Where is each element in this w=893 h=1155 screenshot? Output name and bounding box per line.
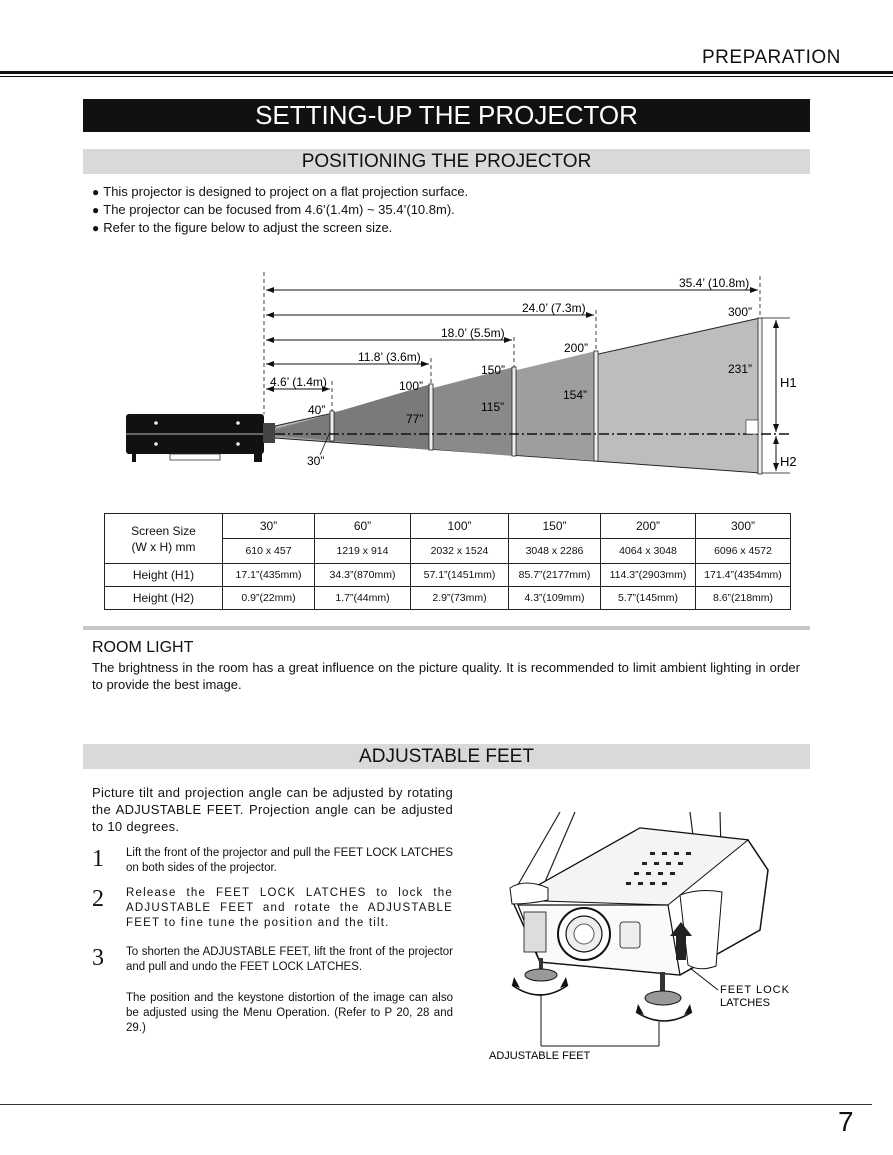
room-light-title: ROOM LIGHT	[92, 639, 194, 656]
screen-150	[512, 367, 516, 456]
h1-row-label: Height (H1)	[105, 564, 223, 587]
projector-side-icon	[126, 414, 275, 462]
page-number: 7	[838, 1106, 854, 1137]
table-cell: 2032 x 1524	[411, 539, 509, 564]
distance-label-2: 11.8’ (3.6m)	[358, 350, 421, 364]
table-cell: 150”	[509, 514, 601, 539]
feet-intro-text: Picture tilt and projection angle can be adjusted by rotating the ADJUSTABLE FEET. Projection angle can be adjusted to 10 degrees.	[92, 785, 453, 834]
table-cell: 60”	[315, 514, 411, 539]
size-label-200: 200”	[564, 341, 589, 355]
bullet-item: ● This projector is designed to project on a flat projection surface.	[92, 183, 468, 201]
table-cell: 0.9”(22mm)	[223, 587, 315, 610]
screen-size-header: Screen Size (W x H) mm	[105, 514, 223, 564]
size-label-40: 40”	[308, 403, 326, 417]
screen-200	[594, 351, 598, 461]
page-title: SETTING-UP THE PROJECTOR	[83, 99, 810, 132]
table-cell: 8.6”(218mm)	[696, 587, 791, 610]
distance-label-5: 35.4’ (10.8m)	[679, 276, 750, 290]
width-label-231: 231”	[728, 362, 753, 376]
table-row	[105, 564, 791, 587]
feet-lock-label: LATCHES	[720, 997, 770, 1009]
table-cell: 5.7”(145mm)	[601, 587, 696, 610]
projection-diagram	[0, 260, 893, 490]
footer-rule	[0, 1104, 872, 1105]
h2-row-label: Height (H2)	[105, 587, 223, 610]
table-row	[105, 587, 791, 610]
table-cell: 1.7”(44mm)	[315, 587, 411, 610]
section-divider	[83, 626, 810, 630]
adjustable-feet-label: ADJUSTABLE FEET	[489, 1050, 591, 1062]
table-cell: 85.7”(2177mm)	[509, 564, 601, 587]
screen-size-table	[104, 513, 791, 610]
table-cell: 3048 x 2286	[509, 539, 601, 564]
distance-label-3: 18.0’ (5.5m)	[441, 326, 505, 340]
screen-100	[429, 384, 433, 450]
feet-lock-label: FEET LOCK	[720, 984, 790, 996]
step-number: 2	[92, 886, 104, 912]
right-angle-mark	[746, 420, 758, 434]
header-rule	[0, 71, 893, 74]
width-label-115: 115”	[481, 400, 505, 414]
step-text: To shorten the ADJUSTABLE FEET, lift the front of the projector and pull and undo the FEET LOCK LATCHES.	[126, 946, 453, 973]
table-row	[105, 514, 791, 539]
note-text: The position and the keystone distortion of the image can also be adjusted using the Menu Operation. (Refer to P 20, 28 and 29.)	[126, 992, 453, 1034]
width-label-154: 154”	[563, 388, 588, 402]
adjustable-feet-heading: ADJUSTABLE FEET	[83, 744, 810, 769]
distance-label-4: 24.0’ (7.3m)	[522, 301, 586, 315]
step-text: Lift the front of the projector and pull the FEET LOCK LATCHES on both sides of the projector.	[126, 847, 453, 874]
bullet-item: ● Refer to the figure below to adjust the screen size.	[92, 219, 468, 237]
step-text: Release the FEET LOCK LATCHES to lock the ADJUSTABLE FEET and rotate the ADJUSTABLE FEET to fine tune the position and the tilt.	[126, 887, 453, 929]
h1-label: H1	[780, 375, 797, 390]
table-cell: 171.4”(4354mm)	[696, 564, 791, 587]
size-label-150: 150”	[481, 363, 506, 377]
screen-40	[330, 411, 334, 441]
table-cell: 34.3”(870mm)	[315, 564, 411, 587]
size-label-100: 100”	[399, 379, 424, 393]
table-cell: 300”	[696, 514, 791, 539]
table-cell: 4064 x 3048	[601, 539, 696, 564]
left-hand	[510, 883, 548, 904]
bullet-item: ● The projector can be focused from 4.6’(1.4m) ~ 35.4’(10.8m).	[92, 201, 468, 219]
table-cell: 610 x 457	[223, 539, 315, 564]
rotate-arrow-icon	[512, 985, 568, 995]
section-label: PREPARATION	[702, 47, 841, 68]
right-adjustable-foot	[645, 972, 681, 1005]
screen-300	[758, 318, 762, 474]
table-cell: 6096 x 4572	[696, 539, 791, 564]
size-label-300: 300”	[728, 305, 753, 319]
table-cell: 17.1”(435mm)	[223, 564, 315, 587]
step-number: 1	[92, 846, 104, 872]
table-cell: 57.1”(1451mm)	[411, 564, 509, 587]
rotate-arrow-icon	[636, 1012, 692, 1021]
step-number: 3	[92, 945, 104, 971]
adjustable-feet-illustration	[480, 800, 810, 1070]
table-cell: 114.3”(2903mm)	[601, 564, 696, 587]
table-cell: 30”	[223, 514, 315, 539]
room-light-text: The brightness in the room has a great influence on the picture quality. It is recommended to limit ambient lighting in order to provide the best image.	[92, 660, 800, 692]
header-rule-thin	[0, 76, 893, 77]
positioning-heading: POSITIONING THE PROJECTOR	[83, 149, 810, 174]
distance-label-1: 4.6’ (1.4m)	[270, 375, 327, 389]
table-cell: 200”	[601, 514, 696, 539]
h2-label: H2	[780, 454, 797, 469]
table-cell: 100”	[411, 514, 509, 539]
width-label-77: 77”	[406, 412, 424, 426]
table-cell: 2.9”(73mm)	[411, 587, 509, 610]
table-cell: 1219 x 914	[315, 539, 411, 564]
table-cell: 4.3”(109mm)	[509, 587, 601, 610]
width-label-30: 30”	[307, 454, 325, 468]
bullet-list	[92, 183, 468, 237]
